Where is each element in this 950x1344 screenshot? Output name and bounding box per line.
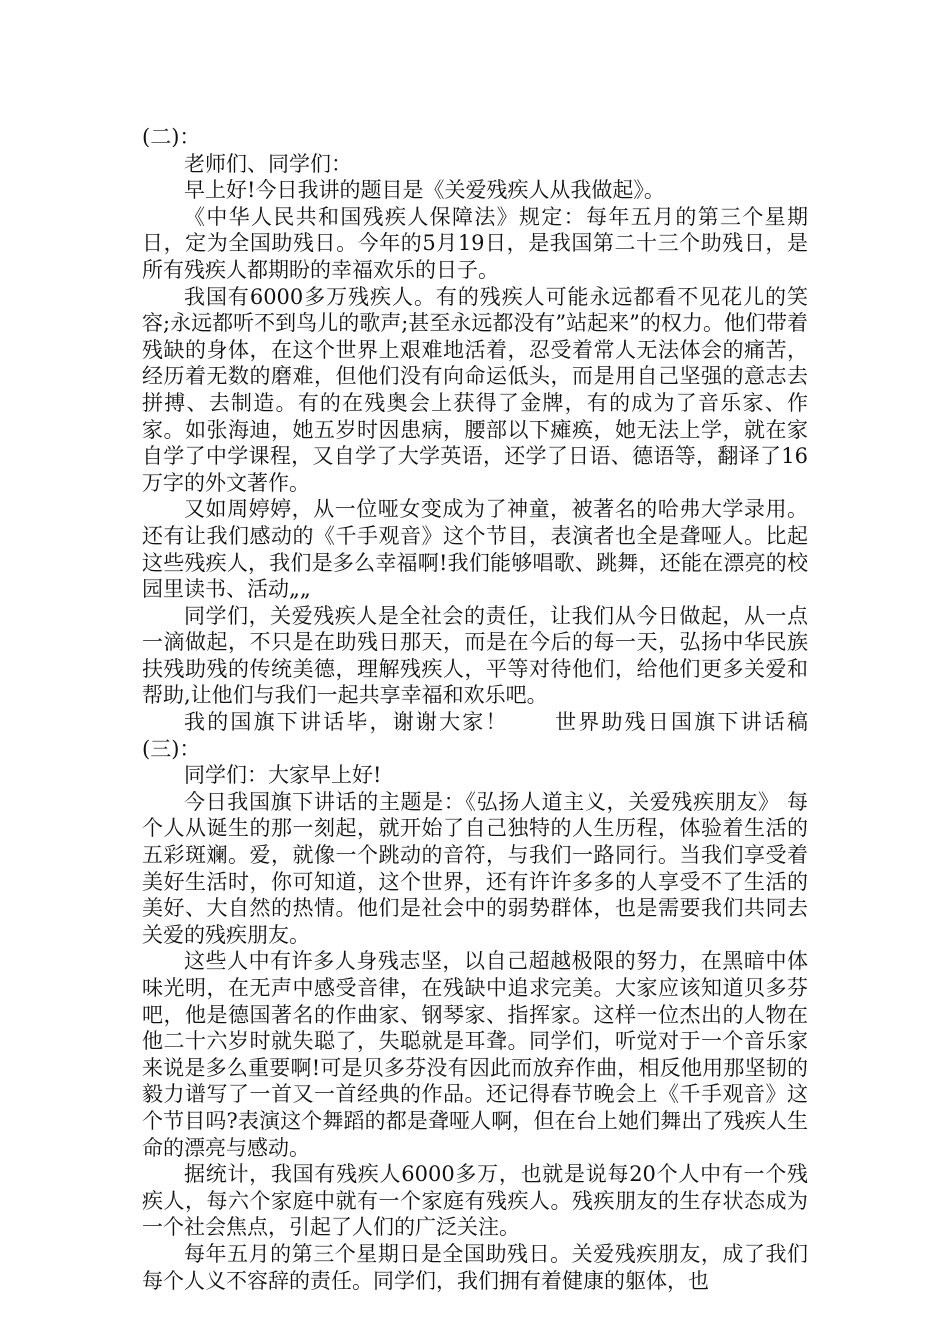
paragraph-theme: 今日我国旗下讲话的主题是：《弘扬人道主义，关爱残疾朋友》 每个人从诞生的那一刻起，就开始了自己独特的人生历程，体验着生活的五彩斑斓。爱，就像一个跳动的音符，与我们一路同行。当我们享受着美好生活时，你可知道，这个世界，还有许许多多的人享受不了生活的美好、大自然的热情。他们是社会中的弱势群体，也是需要我们共同去关爱的残疾朋友。	[142, 789, 808, 947]
paragraph-greeting: 老师们、同学们：	[184, 151, 352, 176]
paragraph-greeting-2: 同学们：大家早上好!	[184, 763, 382, 788]
paragraph-law: 《中华人民共和国残疾人保障法》规定：每年五月的第三个星期日，定为全国助残日。今年的5月19日，是我国第二十三个助残日，是所有残疾人都期盼的幸福欢乐的日子。	[142, 204, 808, 282]
paragraph-closing-and-heading-3: 我的国旗下讲话毕，谢谢大家！ 世界助残日国旗下讲话稿(三)：	[142, 710, 808, 761]
paragraph-call-to-action: 同学们，关爱残疾人是全社会的责任，让我们从今日做起，从一点一滴做起，不只是在助残日那天，而是在今后的每一天，弘扬中华民族扶残助残的传统美德，理解残疾人，平等对待他们，给他们更多关爱和帮助,让他们与我们一起共享幸福和欢乐吧。	[142, 603, 808, 708]
paragraph-topic: 早上好!今日我讲的题目是《关爱残疾人从我做起》。	[184, 178, 665, 203]
paragraph-statistics: 据统计，我国有残疾人6000多万，也就是说每20个人中有一个残疾人，每六个家庭中就有一个家庭有残疾人。残疾朋友的生存状态成为一个社会焦点，引起了人们的广泛关注。	[142, 1162, 808, 1240]
document-body	[142, 124, 808, 1294]
paragraph-section-heading-2: (二)：	[142, 125, 201, 149]
paragraph-disabled-people: 我国有6000多万残疾人。有的残疾人可能永远都看不见花儿的笑容;永远都听不到鸟儿的歌声;甚至永远都没有”站起来”的权力。他们带着残缺的身体，在这个世界上艰难地活着，忍受着常人无法体会的痛苦，经历着无数的磨难，但他们没有向命运低头，而是用自己坚强的意志去拼搏、去制造。有的在残奥会上获得了金牌，有的成为了音乐家、作家。如张海迪，她五岁时因患病，腰部以下瘫痪，她无法上学，就在家自学了中学课程，又自学了大学英语，还学了日语、德语等，翻译了16万字的外文著作。	[142, 284, 808, 495]
paragraph-example: 又如周婷婷，从一位哑女变成为了神童，被著名的哈弗大学录用。还有让我们感动的《千手观音》这个节目，表演者也全是聋哑人。比起这些残疾人，我们是多么幸福啊!我们能够唱歌、跳舞，还能在漂亮的校园里读书、活动„„	[142, 497, 808, 602]
paragraph-responsibility: 每年五月的第三个星期日是全国助残日。关爱残疾朋友，成了我们每个人义不容辞的责任。同学们，我们拥有着健康的躯体，也	[142, 1241, 808, 1293]
paragraph-beethoven: 这些人中有许多人身残志坚，以自己超越极限的努力，在黑暗中体味光明，在无声中感受音律，在残缺中追求完美。大家应该知道贝多芬吧，他是德国著名的作曲家、钢琴家、指挥家。这样一位杰出的人物在他二十六岁时就失聪了，失聪就是耳聋。同学们，听觉对于一个音乐家来说是多么重要啊!可是贝多芬没有因此而放弃作曲，相反他用那坚韧的毅力谱写了一首又一首经典的作品。还记得春节晚会上《千手观音》这个节目吗?表演这个舞蹈的都是聋哑人啊，但在台上她们舞出了残疾人生命的漂亮与感动。	[142, 949, 808, 1160]
